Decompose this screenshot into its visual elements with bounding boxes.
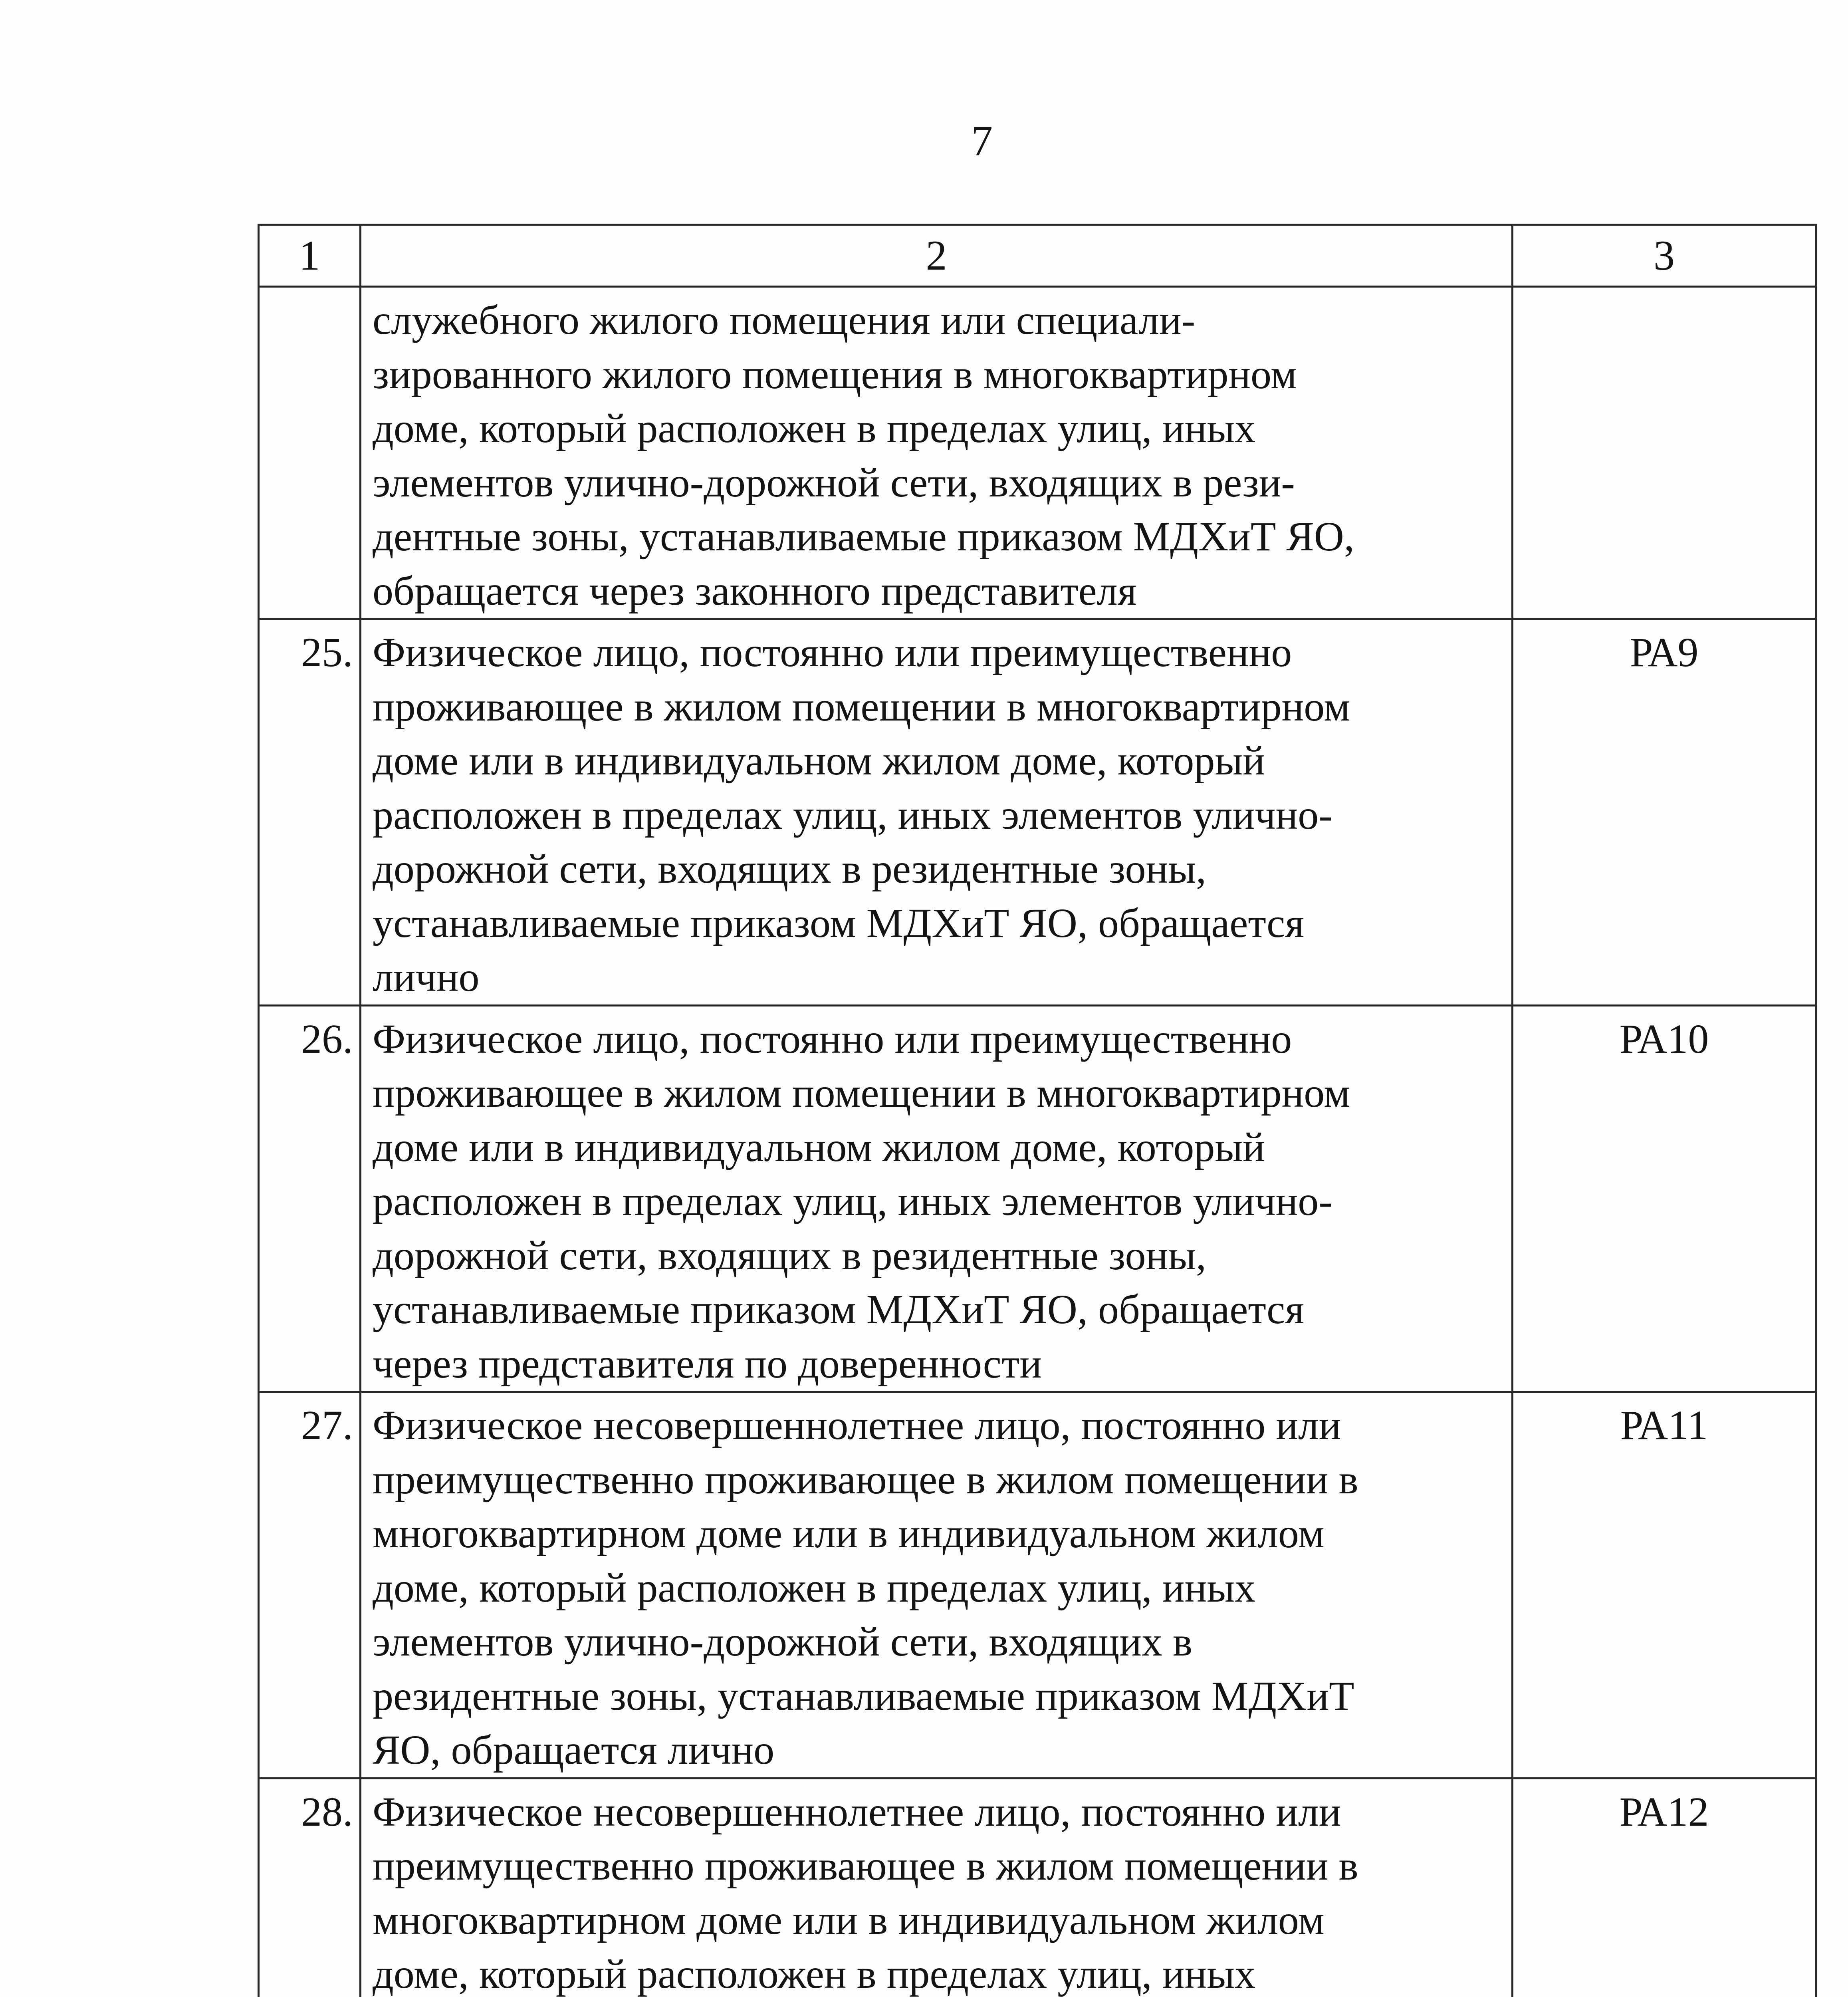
- table-row: [259, 287, 1816, 619]
- row-code: РА11: [1513, 1392, 1816, 1779]
- table-row: [259, 1005, 1816, 1392]
- row-description: Физическое несовершеннолетнее лицо, постоянно или преимущественно проживающее в жилом помещении в многоквартирном доме или в индивидуальном жилом доме, который расположен в пределах улиц, иных элементов улично-дорожной сети, входящих в резидентные зоны, устанавливаемые приказом МДХиТ ЯО, обращается лично: [361, 1392, 1513, 1779]
- column-header-number: 1: [259, 225, 361, 287]
- page-number: 7: [971, 117, 993, 165]
- registry-table: [258, 224, 1817, 1997]
- table-header-row: [259, 225, 1816, 287]
- row-description: Физическое лицо, постоянно или преимущественно проживающее в жилом помещении в многоквартирном доме или в индивидуальном жилом доме, который расположен в пределах улиц, иных элементов улично- дорожной сети, входящих в резидентные зоны, устанавливаемые приказом МДХиТ ЯО, обращается лично: [361, 619, 1513, 1006]
- row-description: служебного жилого помещения или специали- зированного жилого помещения в многоквартирном доме, который расположен в пределах улиц, иных элементов улично-дорожной сети, входящих в рези- дентные зоны, устанавливаемые приказом МДХиТ ЯО, обращается через законного представителя: [361, 287, 1513, 619]
- row-number: 25.: [259, 619, 361, 1006]
- row-code: РА12: [1513, 1778, 1816, 1997]
- row-description: Физическое лицо, постоянно или преимущественно проживающее в жилом помещении в многоквартирном доме или в индивидуальном жилом доме, который расположен в пределах улиц, иных элементов улично- дорожной сети, входящих в резидентные зоны, устанавливаемые приказом МДХиТ ЯО, обращается через представителя по доверенности: [361, 1005, 1513, 1392]
- column-header-code: 3: [1513, 225, 1816, 287]
- table-row: [259, 1778, 1816, 1997]
- row-code: РА10: [1513, 1005, 1816, 1392]
- table-row: [259, 1392, 1816, 1779]
- row-number: [259, 287, 361, 619]
- column-header-description: 2: [361, 225, 1513, 287]
- row-number: 27.: [259, 1392, 361, 1779]
- row-code: РА9: [1513, 619, 1816, 1006]
- table-row: [259, 619, 1816, 1006]
- row-description: Физическое несовершеннолетнее лицо, постоянно или преимущественно проживающее в жилом помещении в многоквартирном доме или в индивидуальном жилом доме, который расположен в пределах улиц, иных: [361, 1778, 1513, 1997]
- row-number: 26.: [259, 1005, 361, 1392]
- row-number: 28.: [259, 1778, 361, 1997]
- row-code: [1513, 287, 1816, 619]
